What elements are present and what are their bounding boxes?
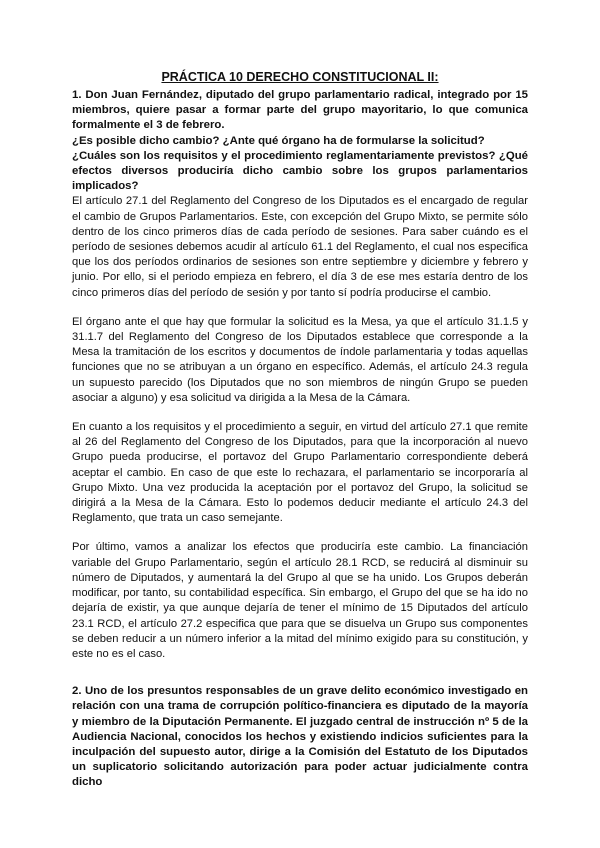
answer-paragraph: En cuanto a los requisitos y el procedimiento a seguir, en virtud del artículo 27.1 que remite al 26 del Reglamento del Congreso de los Diputados, para que la incorporación al nuevo Grupo pueda producirse, el portavoz del Grupo Parlamentario correspondiente deberá aceptar el cambio. En caso de que este lo rechazara, el parlamentario se incorporaría al Grupo Mixto. Una vez producida la aceptación por el portavoz del Grupo, la solicitud se dirigirá a la Mesa de la Cámara. Esto lo podemos deducir mediante el artículo 24.3 del Reglamento, que trata un caso semejante. — [72, 421, 528, 525]
answer-paragraph: Por último, vamos a analizar los efectos que produciría este cambio. La financiación variable del Grupo Parlamentario, según el artículo 28.1 RCD, se reducirá al disminuir su número de Diputados, y aumentará la del Grupo al que se ha unido. Los Grupos deberán modificar, por tanto, su contabilidad específica. Sin embargo, el Grupo del que se ha ido no dejaría de existir, ya que aunque dejaría de tener el mínimo de 15 Diputados del artículo 23.1 RCD, el artículo 27.2 especifica que para que se disuelva un Grupo sus componentes se deben reducir a un número inferior a la mitad del mínimo exigido para su constitución, y este no es el caso. — [72, 541, 528, 660]
question-1-line-2: ¿Es posible dicho cambio? ¿Ante qué órgano ha de formularse la solicitud? — [72, 134, 485, 147]
answer-paragraph: El artículo 27.1 del Reglamento del Congreso de los Diputados es el encargado de regular el cambio de Grupos Parlamentarios. Este, con excepción del Grupo Mixto, se permite sólo dentro de los cinco primeros días de cada período de sesiones. Para saber cuándo es el período de sesiones debemos acudir al artículo 61.1 del Reglamento, el cual nos especifica que los dos períodos ordinarios de sesiones son entre septiembre y diciembre y febrero y junio. Por ello, si el periodo empieza en febrero, el día 3 de ese mes estaría dentro de los cinco primeros días del período de sesión y por tanto sí podría producirse el cambio. — [72, 195, 528, 299]
question-1-statement: 1. Don Juan Fernández, diputado del grupo parlamentario radical, integrado por 15 miembros, quiere pasar a formar parte del grupo mayoritario, lo que comunica formalmente el 3 de febrero. — [72, 89, 528, 132]
page-title: PRÁCTICA 10 DERECHO CONSTITUCIONAL II: — [161, 70, 439, 84]
answer-paragraph: El órgano ante el que hay que formular la solicitud es la Mesa, ya que el artículo 31.1.5 y 31.1.7 del Reglamento del Congreso de los Diputados establece que corresponde a la Mesa la tramitación de los escritos y documentos de índole parlamentaria y todas aquellas funciones que no se atribuyan a un órgano en específico. Además, el artículo 24.3 regula un supuesto parecido (los Diputados que no son miembros de ningún Grupo se pueden asociar a alguno) y esa solicitud va dirigida a la Mesa de la Cámara. — [72, 315, 528, 404]
question-1-line-3: ¿Cuáles son los requisitos y el procedimiento reglamentariamente previstos? ¿Qué efectos diversos produciría dicho cambio sobre los grupos parlamentarios implicados? — [72, 149, 528, 193]
question-2-statement: 2. Uno de los presuntos responsables de un grave delito económico investigado en relación con una trama de corrupción político-financiera es diputado de la mayoría y miembro de la Diputación Permanente. El juzgado central de instrucción nº 5 de la Audiencia Nacional, conocidos los hechos y existiendo indicios suficientes para la inculpación del supuesto autor, dirige a la Comisión del Estatuto de los Diputados un suplicatorio solicitando autorización para poder actuar judicialmente contra dicho — [72, 685, 528, 789]
